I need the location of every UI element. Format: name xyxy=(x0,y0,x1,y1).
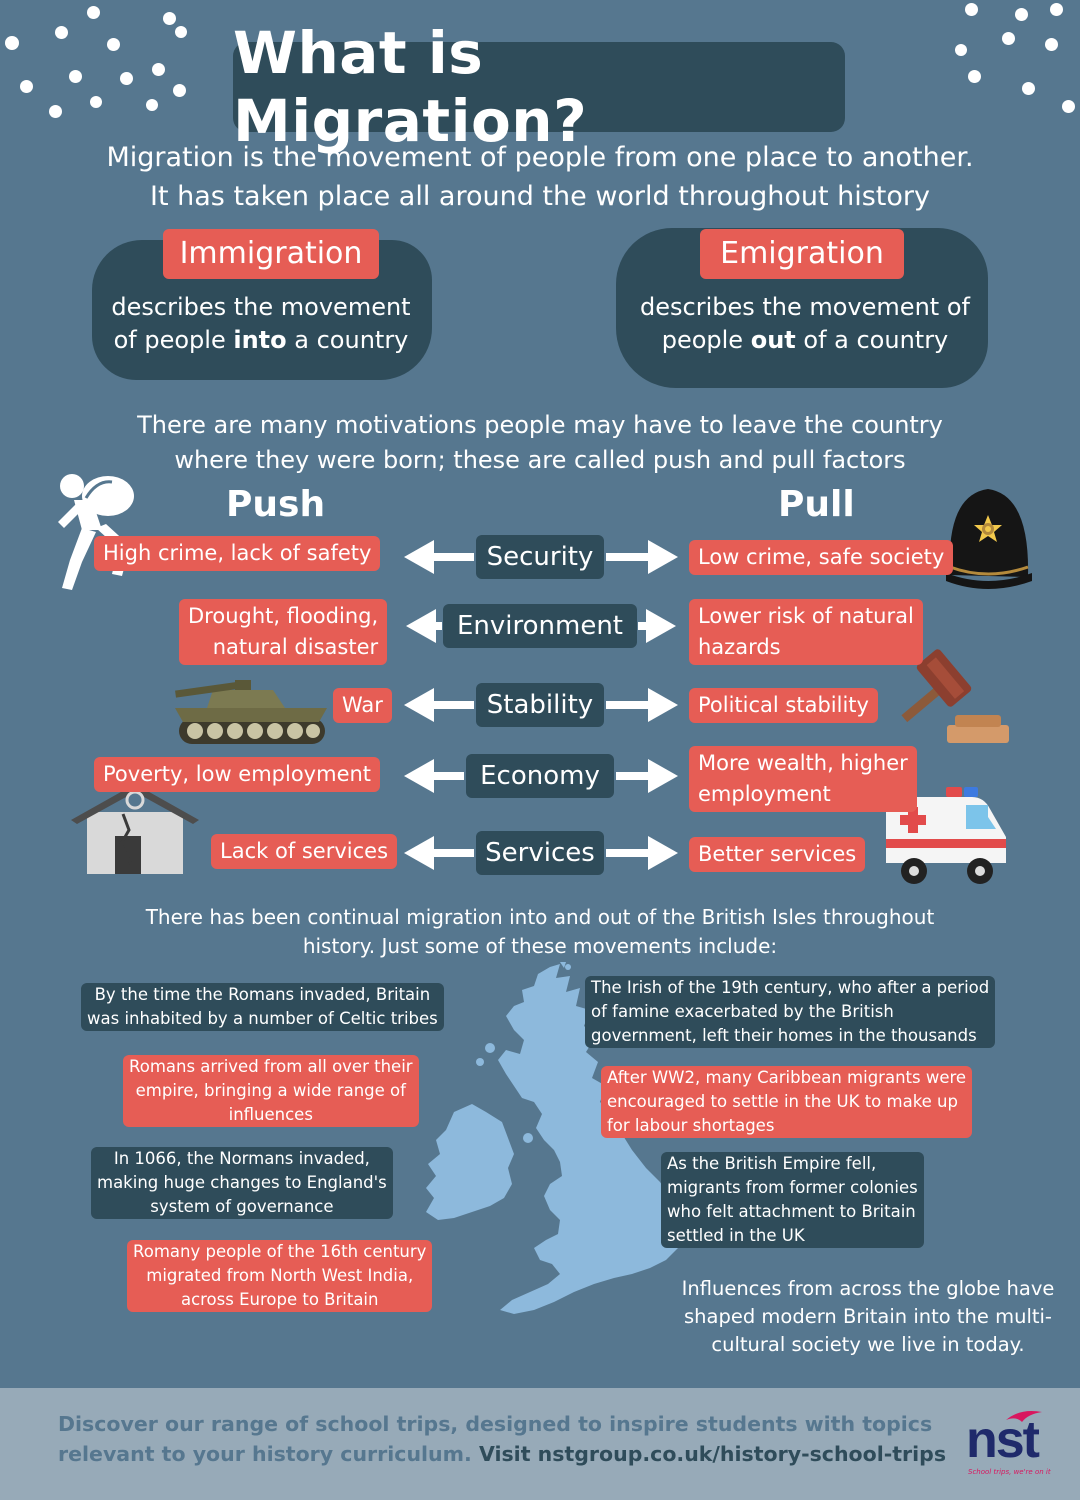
closing-line-1: Influences from across the globe have xyxy=(681,1277,1055,1300)
arrow-left-icon xyxy=(404,688,474,722)
event-romans-line-2: empire, bringing a wide range of xyxy=(135,1081,406,1100)
intro-line-1: Migration is the movement of people from one place to another. xyxy=(106,142,974,173)
motivations-line-2: where they were born; these are called push and pull factors xyxy=(174,446,906,474)
event-celtic-tribes xyxy=(81,983,444,1031)
event-romans-line-1: Romans arrived from all over their xyxy=(129,1057,413,1076)
event-normans-line-3: system of governance xyxy=(150,1197,334,1216)
nst-tagline: School trips, we're on it xyxy=(968,1468,1051,1476)
event-celtic-line-1: By the time the Romans invaded, Britain xyxy=(94,985,431,1004)
pull-stability: Political stability xyxy=(689,688,878,723)
event-caribbean-line-2: encouraged to settle in the UK to make up xyxy=(607,1092,958,1111)
immigration-def-post: a country xyxy=(286,326,409,354)
push-services: Lack of services xyxy=(211,834,397,869)
event-irish-line-3: government, left their homes in the thousands xyxy=(591,1026,977,1045)
emigration-def-bold: out xyxy=(750,326,796,354)
push-stability: War xyxy=(333,688,392,723)
push-heading: Push xyxy=(226,484,326,525)
event-romany-line-1: Romany people of the 16th century xyxy=(133,1242,427,1261)
immigration-def-bold: into xyxy=(233,326,287,354)
event-irish xyxy=(585,976,995,1048)
arrow-right-icon xyxy=(606,540,678,574)
closing-text xyxy=(668,1275,1068,1359)
event-normans-line-1: In 1066, the Normans invaded, xyxy=(113,1149,370,1168)
nst-logo[interactable] xyxy=(964,1408,1060,1480)
arrow-right-icon xyxy=(638,609,676,643)
event-empire-line-3: who felt attachment to Britain xyxy=(667,1202,916,1221)
pull-heading: Pull xyxy=(778,484,855,525)
push-environment-line-2: natural disaster xyxy=(212,635,379,659)
event-celtic-line-2: was inhabited by a number of Celtic tribes xyxy=(87,1009,438,1028)
event-caribbean-line-3: for labour shortages xyxy=(607,1116,775,1135)
emigration-heading-text: Emigration xyxy=(720,236,884,271)
immigration-heading-text: Immigration xyxy=(179,236,363,271)
arrow-right-icon xyxy=(606,836,678,870)
event-irish-line-2: of famine exacerbated by the British xyxy=(591,1002,894,1021)
event-romany-line-2: migrated from North West India, xyxy=(146,1266,414,1285)
emigration-def-post: of a country xyxy=(795,326,949,354)
history-intro-line-1: There has been continual migration into and out of the British Isles throughout xyxy=(145,905,935,929)
closing-line-3: cultural society we live in today. xyxy=(711,1333,1025,1356)
arrow-left-icon xyxy=(404,540,474,574)
category-economy: Economy xyxy=(466,754,614,798)
event-empire-line-2: migrants from former colonies xyxy=(667,1178,918,1197)
event-caribbean-line-1: After WW2, many Caribbean migrants were xyxy=(607,1068,967,1087)
immigration-def-line-1: describes the movement xyxy=(111,293,411,321)
closing-line-2: shaped modern Britain into the multi- xyxy=(684,1305,1052,1328)
event-caribbean xyxy=(601,1066,972,1138)
immigration-def-pre: of people xyxy=(113,326,234,354)
footer-text xyxy=(58,1409,958,1469)
footer-link[interactable]: Visit nstgroup.co.uk/history-school-trips xyxy=(478,1442,947,1466)
push-economy: Poverty, low employment xyxy=(94,757,380,792)
pull-services: Better services xyxy=(689,837,865,872)
event-empire-line-1: As the British Empire fell, xyxy=(667,1154,877,1173)
pull-economy-line-2: employment xyxy=(698,782,831,806)
pull-environment-line-1: Lower risk of natural xyxy=(698,604,914,628)
history-intro xyxy=(90,903,990,961)
emigration-def-pre: people xyxy=(661,326,751,354)
category-stability: Stability xyxy=(476,683,604,727)
event-romany-line-3: across Europe to Britain xyxy=(180,1290,379,1309)
pull-security: Low crime, safe society xyxy=(689,540,953,575)
intro-line-2: It has taken place all around the world throughout history xyxy=(150,181,930,212)
history-intro-line-2: history. Just some of these movements include: xyxy=(302,934,778,958)
motivations-line-1: There are many motivations people may have to leave the country xyxy=(137,411,943,439)
nst-logo-text: nst xyxy=(966,1411,1038,1469)
page-title: What is Migration? xyxy=(233,19,588,155)
arrow-right-icon xyxy=(616,759,678,793)
footer-line-2-pre: relevant to your history curriculum. xyxy=(58,1442,479,1466)
arrow-right-icon xyxy=(606,688,678,722)
event-normans xyxy=(91,1147,393,1219)
push-security: High crime, lack of safety xyxy=(94,536,380,571)
arrow-left-icon xyxy=(404,836,474,870)
pull-economy-line-1: More wealth, higher xyxy=(698,751,908,775)
event-romans-line-3: influences xyxy=(228,1105,313,1124)
arrow-left-icon xyxy=(404,759,464,793)
event-empire-line-4: settled in the UK xyxy=(667,1226,805,1245)
event-normans-line-2: making huge changes to England's xyxy=(97,1173,387,1192)
category-services: Services xyxy=(476,831,604,875)
event-romany xyxy=(127,1240,432,1312)
emigration-def-line-1: describes the movement of xyxy=(640,293,970,321)
event-irish-line-1: The Irish of the 19th century, who after a period xyxy=(591,978,990,997)
footer-line-1: Discover our range of school trips, designed to inspire students with topics xyxy=(58,1412,933,1436)
event-romans xyxy=(123,1055,419,1127)
push-environment-line-1: Drought, flooding, xyxy=(188,604,379,628)
category-security: Security xyxy=(476,535,604,579)
pull-environment-line-2: hazards xyxy=(698,635,781,659)
category-environment: Environment xyxy=(443,604,637,648)
footer-line-2 xyxy=(58,1439,958,1469)
arrow-left-icon xyxy=(406,609,442,643)
event-empire xyxy=(661,1152,924,1248)
